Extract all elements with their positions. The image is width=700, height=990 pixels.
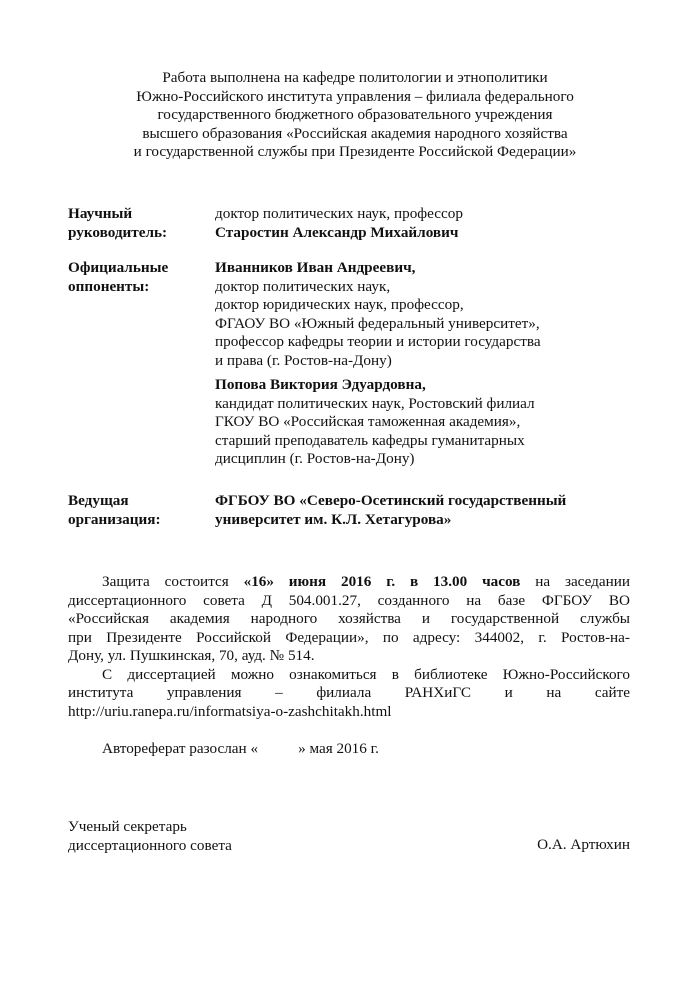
opponent-detail: и права (г. Ростов-на-Дону) xyxy=(215,351,392,369)
opponent-detail: старший преподаватель кафедры гуманитарных xyxy=(215,431,525,449)
defense-line xyxy=(68,573,630,592)
opponent-detail: профессор кафедры теории и истории государства xyxy=(215,333,541,350)
institution-header xyxy=(40,69,670,162)
label-line: организация: xyxy=(68,510,161,528)
library-line: С диссертацией можно ознакомиться в библиотеке Южно-Российского xyxy=(102,665,630,683)
supervisor-content xyxy=(215,205,645,242)
secretary-name: О.А. Артюхин xyxy=(537,836,630,853)
sent-suffix: » мая 2016 г. xyxy=(298,740,379,757)
opponent-name: Иванников Иван Андреевич, xyxy=(215,259,416,276)
library-url: http://uriu.ranepa.ru/informatsiya-o-zashchitakh.html xyxy=(68,702,392,720)
leading-org-line: университет им. К.Л. Хетагурова» xyxy=(215,510,452,528)
supervisor-label xyxy=(68,205,208,242)
defense-date: «16» июня 2016 г. в 13.00 часов xyxy=(243,573,521,590)
opponent-detail: ФГАОУ ВО «Южный федеральный университет», xyxy=(215,314,540,332)
defense-line: диссертационного совета Д 504.001.27, созданного на базе ФГБОУ ВО xyxy=(68,591,630,609)
sent-prefix: Автореферат разослан « xyxy=(102,740,259,757)
supervisor-name: Старостин Александр Михайлович xyxy=(215,223,459,241)
defense-suffix: на заседании xyxy=(535,573,631,590)
institution-line: Работа выполнена на кафедре политологии и этнополитики xyxy=(162,69,548,86)
defense-line: при Президенте Российской Федерации», по адресу: 344002, г. Ростов-на- xyxy=(68,628,630,646)
leading-org-content xyxy=(215,492,645,529)
opponent-name: Попова Виктория Эдуардовна, xyxy=(215,376,426,393)
opponents-label xyxy=(68,259,208,296)
label-line: руководитель: xyxy=(68,223,168,241)
secretary-line: Ученый секретарь xyxy=(68,818,187,835)
label-line: Научный xyxy=(68,205,133,222)
defense-line: «Российская академия народного хозяйства и государственной службы xyxy=(68,610,630,627)
opponents-content xyxy=(215,259,645,469)
institution-line: государственного бюджетного образовательного учреждения xyxy=(157,106,553,123)
secretary-line: диссертационного совета xyxy=(68,836,232,854)
defense-info xyxy=(68,573,630,721)
opponent-detail: доктор политических наук, xyxy=(215,277,391,295)
institution-line: высшего образования «Российская академия народного хозяйства xyxy=(142,124,568,142)
label-line: Ведущая xyxy=(68,492,129,509)
institution-line: и государственной службы при Президенте Российской Федерации» xyxy=(133,143,577,160)
secretary-title xyxy=(68,818,232,855)
library-line: института управления – филиала РАНХиГС и на сайте xyxy=(68,684,630,701)
opponent-detail: кандидат политических наук, Ростовский филиал xyxy=(215,394,535,412)
label-line: Официальные xyxy=(68,259,169,276)
supervisor-title: доктор политических наук, профессор xyxy=(215,205,463,222)
leading-org-label xyxy=(68,492,208,529)
opponent-detail: доктор юридических наук, профессор, xyxy=(215,296,464,313)
leading-org-line: ФГБОУ ВО «Северо-Осетинский государственный xyxy=(215,492,567,509)
defense-prefix: Защита состоится xyxy=(102,573,229,590)
opponent-detail: дисциплин (г. Ростов-на-Дону) xyxy=(215,450,415,467)
label-line: оппоненты: xyxy=(68,277,150,295)
opponent-detail: ГКОУ ВО «Российская таможенная академия», xyxy=(215,413,521,430)
defense-line: Дону, ул. Пушкинская, 70, ауд. № 514. xyxy=(68,647,315,664)
institution-line: Южно-Российского института управления – филиала федерального xyxy=(136,87,574,105)
abstract-sent-line xyxy=(102,740,379,759)
